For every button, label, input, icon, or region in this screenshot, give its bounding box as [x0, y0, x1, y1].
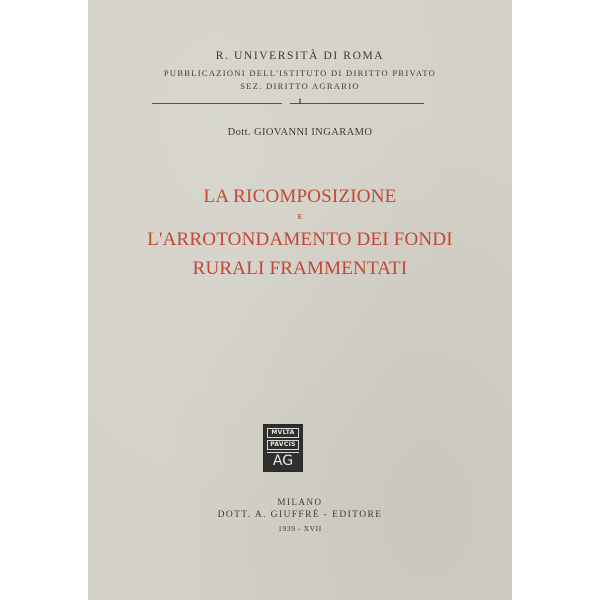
imprint-city: MILANO [277, 497, 323, 507]
imprint-year: 1939 - XVII [278, 524, 322, 533]
author-name: Dott. GIOVANNI INGARAMO [227, 127, 373, 138]
university-name: R. UNIVERSITÀ DI ROMA [215, 50, 385, 62]
title-conjunction: E [297, 213, 303, 221]
series-number: 1 [298, 97, 302, 106]
publication-series: PUBBLICAZIONI DELL'ISTITUTO DI DIRITTO PRIVATO [163, 68, 437, 78]
logo-motto-1: MVLTA [267, 428, 299, 438]
title-line-3: RURALI FRAMMENTATI [192, 258, 408, 279]
publisher-logo [263, 424, 303, 472]
logo-motto-2: PAVCIS [267, 440, 299, 450]
book-cover [88, 0, 512, 600]
title-line-1: LA RICOMPOSIZIONE [203, 186, 397, 207]
section-name: SEZ. DIRITTO AGRARIO [240, 81, 360, 91]
title-line-2: L'ARROTONDAMENTO DEI FONDI [147, 229, 453, 250]
logo-monogram: AG [267, 452, 299, 469]
imprint-publisher: DOTT. A. GIUFFRÈ - EDITORE [217, 510, 383, 520]
